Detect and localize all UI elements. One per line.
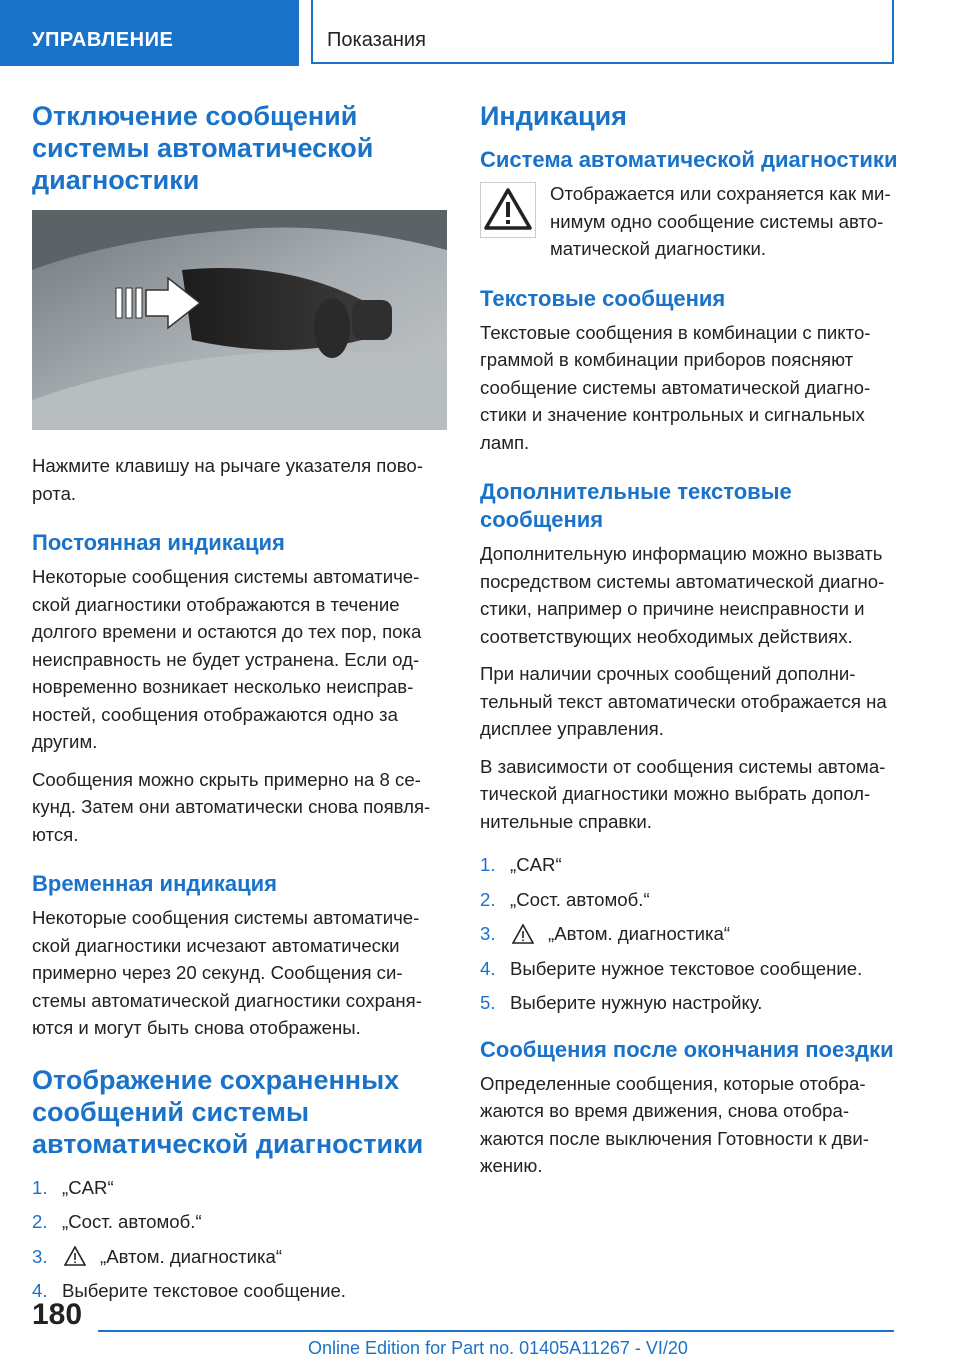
heading-disable-messages: Отключение сообщений системы автоматической диагностики	[32, 101, 374, 195]
step-text: „Сост. автомоб.“	[62, 1211, 202, 1232]
heading-temporary-display: Временная индикация	[32, 871, 277, 896]
list-item	[32, 1277, 452, 1305]
step-number: 2.	[480, 888, 496, 910]
list-item	[480, 886, 900, 914]
paragraph: Текстовые сообщения в комбинации с пикто-граммой в комбинации приборов поясняют сообщение системы автоматической диагно-стики и значение контрольных и сигнальных ламп.	[480, 321, 871, 453]
chapter-tab	[311, 0, 894, 64]
step-number: 4.	[32, 1280, 48, 1301]
chapter-title: Показания	[327, 29, 426, 51]
list-item	[32, 1208, 452, 1236]
right-column	[480, 100, 900, 1190]
heading-auto-diagnosis: Система автоматической диагностики	[480, 147, 898, 172]
list-item	[480, 955, 900, 983]
step-text: Выберите нужную настройку.	[510, 992, 763, 1013]
step-text: Выберите нужное текстовое сообщение.	[510, 957, 863, 979]
step-text: „Автом. диагностика“	[100, 1245, 283, 1267]
step-text: „CAR“	[510, 854, 562, 875]
step-number: 1.	[480, 854, 496, 875]
list-item	[480, 851, 900, 879]
warning-triangle-icon	[512, 924, 534, 944]
steps-list	[32, 1174, 452, 1305]
footer-divider	[98, 1330, 894, 1332]
edition-link[interactable]: Online Edition for Part no. 01405A11267 - VI/20	[308, 1338, 688, 1358]
step-text: Выберите текстовое сообщение.	[62, 1280, 346, 1301]
steps-list	[480, 851, 900, 1017]
auto-diagnosis-text: Отображается или сохраняется как ми-нимум одно сообщение системы авто-матической диагностики.	[550, 183, 891, 259]
section-title: УПРАВЛЕНИЕ	[32, 29, 174, 51]
step-number: 3.	[32, 1245, 48, 1267]
photo-caption: Нажмите клавишу на рычаге указателя пово-рота.	[32, 455, 423, 504]
step-number: 3.	[480, 923, 496, 944]
step-number: 2.	[32, 1211, 48, 1232]
paragraph: Некоторые сообщения системы автоматиче-ской диагностики отображаются в течение долгого времени и остаются до тех пор, пока неисправность не будет устранена. Если од-новременно возникает несколько неисправ-ностей, сообщения отображаются одно за другим.	[32, 566, 422, 752]
heading-constant-display: Постоянная индикация	[32, 530, 285, 555]
step-text: „CAR“	[62, 1176, 114, 1198]
paragraph: Сообщения можно скрыть примерно на 8 се-кунд. Затем они автоматически снова появля-ются.	[32, 768, 431, 845]
lever-illustration	[32, 210, 447, 430]
paragraph: В зависимости от сообщения системы автома-тической диагностики можно выбрать допол-нительные справки.	[480, 755, 886, 832]
step-number: 5.	[480, 992, 496, 1013]
heading-additional-messages: Дополнительные текстовые сообщения	[480, 479, 792, 532]
auto-diagnosis-note	[480, 180, 900, 263]
heading-after-trip: Сообщения после окончания поездки	[480, 1036, 894, 1062]
list-item	[480, 920, 900, 948]
step-text: „Автом. диагностика“	[548, 923, 731, 944]
heading-indication: Индикация	[480, 101, 627, 131]
warning-triangle-icon	[64, 1246, 86, 1266]
heading-text-messages: Текстовые сообщения	[480, 285, 726, 311]
paragraph: При наличии срочных сообщений дополни-тельный текст автоматически отображается на дисплее управления.	[480, 663, 887, 739]
paragraph: Определенные сообщения, которые отобра-жаются во время движения, снова отобра-жаются после выключения Готовности к дви-жению.	[480, 1072, 869, 1176]
heading-stored-messages: Отображение сохраненных сообщений системы автоматической диагностики	[32, 1064, 424, 1159]
step-number: 1.	[32, 1176, 48, 1198]
list-item	[32, 1243, 452, 1271]
paragraph: Некоторые сообщения системы автоматиче-ской диагностики исчезают автоматически примерно через 20 секунд. Сообщения си-стемы автоматической диагностики сохраня-ются и могут быть снова отображены.	[32, 907, 422, 1038]
list-item	[480, 989, 900, 1017]
paragraph: Дополнительную информацию можно вызвать посредством системы автоматической диагно-стики, например о причине неисправности и соответствующих необходимых действиях.	[480, 543, 885, 647]
warning-triangle-icon	[480, 182, 536, 238]
page-number: 180	[32, 1298, 83, 1331]
step-number: 4.	[480, 957, 496, 979]
left-column	[32, 100, 452, 1312]
step-text: „Сост. автомоб.“	[510, 888, 650, 910]
turn-signal-lever-photo	[32, 210, 447, 430]
list-item	[32, 1174, 452, 1202]
section-tab	[0, 0, 299, 66]
